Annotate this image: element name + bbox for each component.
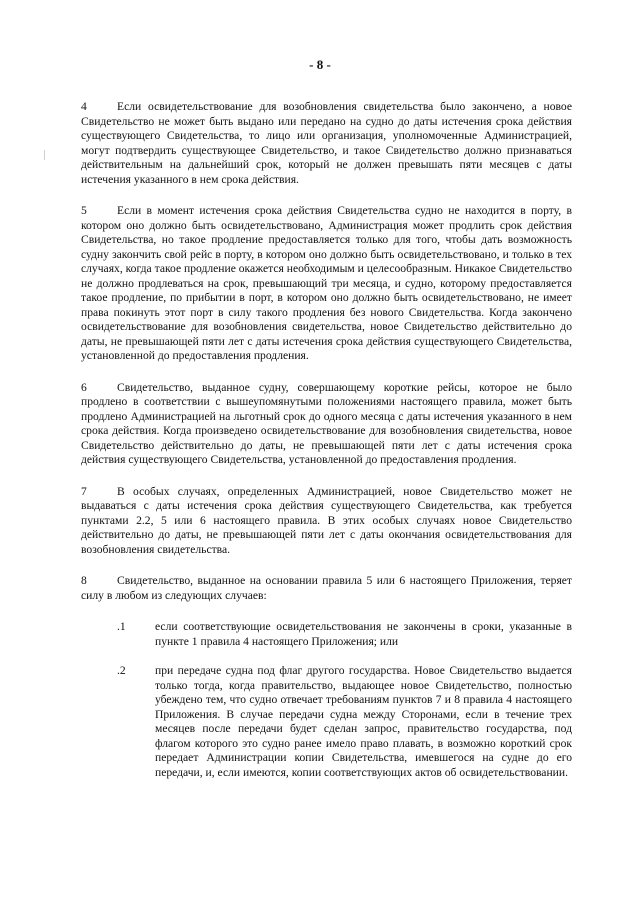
paragraph-text: Если в момент истечения срока действия Свидетельства судно не находится в порту, в котором оно должно быть освидетельствовано, Администрация может продлить срок действия Свидетельства, но такое продление предоставляется только для того, чтобы дать возможность судну закончить свой рейс в порту, в котором оно должно быть освидетельствовано, и только в тех случаях, когда такое продление окажется необходимым и целесообразным. Никакое Свидетельство не должно продлеваться на срок, превышающий три месяца, и судно, которому предоставляется такое продление, по прибытии в порт, в котором оно должно быть освидетельствовано, не имеет права покинуть этот порт в силу такого продления без нового Свидетельства. Когда закончено освидетельствование для возобновления свидетельства, новое Свидетельство действительно до даты, не превышающей пяти лет с даты истечения срока действия существующего Свидетельства, установленной до предоставления продления. (81, 204, 572, 362)
subitem-number: .1 (117, 620, 126, 633)
paragraph-7 (81, 485, 572, 558)
paragraph-number: 7 (81, 484, 87, 498)
subitem-text: если соответствующие освидетельствования не закончены в сроки, указанные в пункте 1 правила 4 настоящего Приложения; или (155, 620, 572, 648)
page-number: - 8 - (309, 57, 331, 72)
subitem-text: при передаче судна под флаг другого государства. Новое Свидетельство выдается только тогда, когда правительство, выдающее новое Свидетельство, полностью убеждено тем, что судно отвечает требованиям пунктов 7 и 8 правила 4 настоящего Приложения. В случае передачи судна между Сторонами, если в течение трех месяцев после передачи будет сделан запрос, правительство государства, под флагом которого это судно ранее имело право плавать, в возможно короткий срок передает Администрации копии Свидетельства, имевшегося на судне до его передачи, и, если имеются, копии соответствующих актов об освидетельствовании. (155, 664, 572, 779)
subitem-2 (81, 664, 572, 780)
paragraph-text: Если освидетельствование для возобновления свидетельства было закончено, а новое Свидетельство не может быть выдано или передано на судно до даты истечения срока действия существующего Свидетельства, то лицо или организация, уполномоченные Администрацией, могут подтвердить существующее Свидетельство, и такое Свидетельство должно признаваться действительным на дальнейший срок, который не должен превышать пяти месяцев с даты истечения указанного в нем срока действия. (81, 100, 572, 186)
document-body (81, 100, 572, 795)
paragraph-number: 6 (81, 380, 87, 394)
subitem-number: .2 (117, 664, 126, 677)
paragraph-4 (81, 100, 572, 187)
margin-mark (44, 150, 45, 160)
paragraph-number: 4 (81, 100, 87, 113)
paragraph-number: 5 (81, 204, 87, 217)
paragraph-text: Свидетельство, выданное судну, совершающему короткие рейсы, которое не было продлено в соответствии с вышеупомянутыми положениями настоящего правила, может быть продлено Администрацией на льготный срок до одного месяца с даты истечения указанного в нем срока действия. Когда произведено освидетельствование для возобновления свидетельства, новое Свидетельство действительно до даты, не превышающей пяти лет с даты истечения срока действия существующего Свидетельства, установленной до предоставления продления. (81, 380, 572, 466)
paragraph-8 (81, 574, 572, 603)
paragraph-number: 8 (81, 574, 87, 587)
paragraph-text: В особых случаях, определенных Администрацией, новое Свидетельство может не выдаваться с даты истечения срока действия существующего Свидетельства, как требуется пунктами 2.2, 5 или 6 настоящего правила. В этих особых случаях новое Свидетельство действительно до даты, не превышающей пяти лет с даты окончания освидетельствования для возобновления свидетельства. (81, 484, 572, 556)
subitem-1 (81, 620, 572, 649)
paragraph-5 (81, 204, 572, 364)
paragraph-text: Свидетельство, выданное на основании правила 5 или 6 настоящего Приложения, теряет силу в любом из следующих случаев: (81, 574, 572, 602)
paragraph-6 (81, 381, 572, 468)
